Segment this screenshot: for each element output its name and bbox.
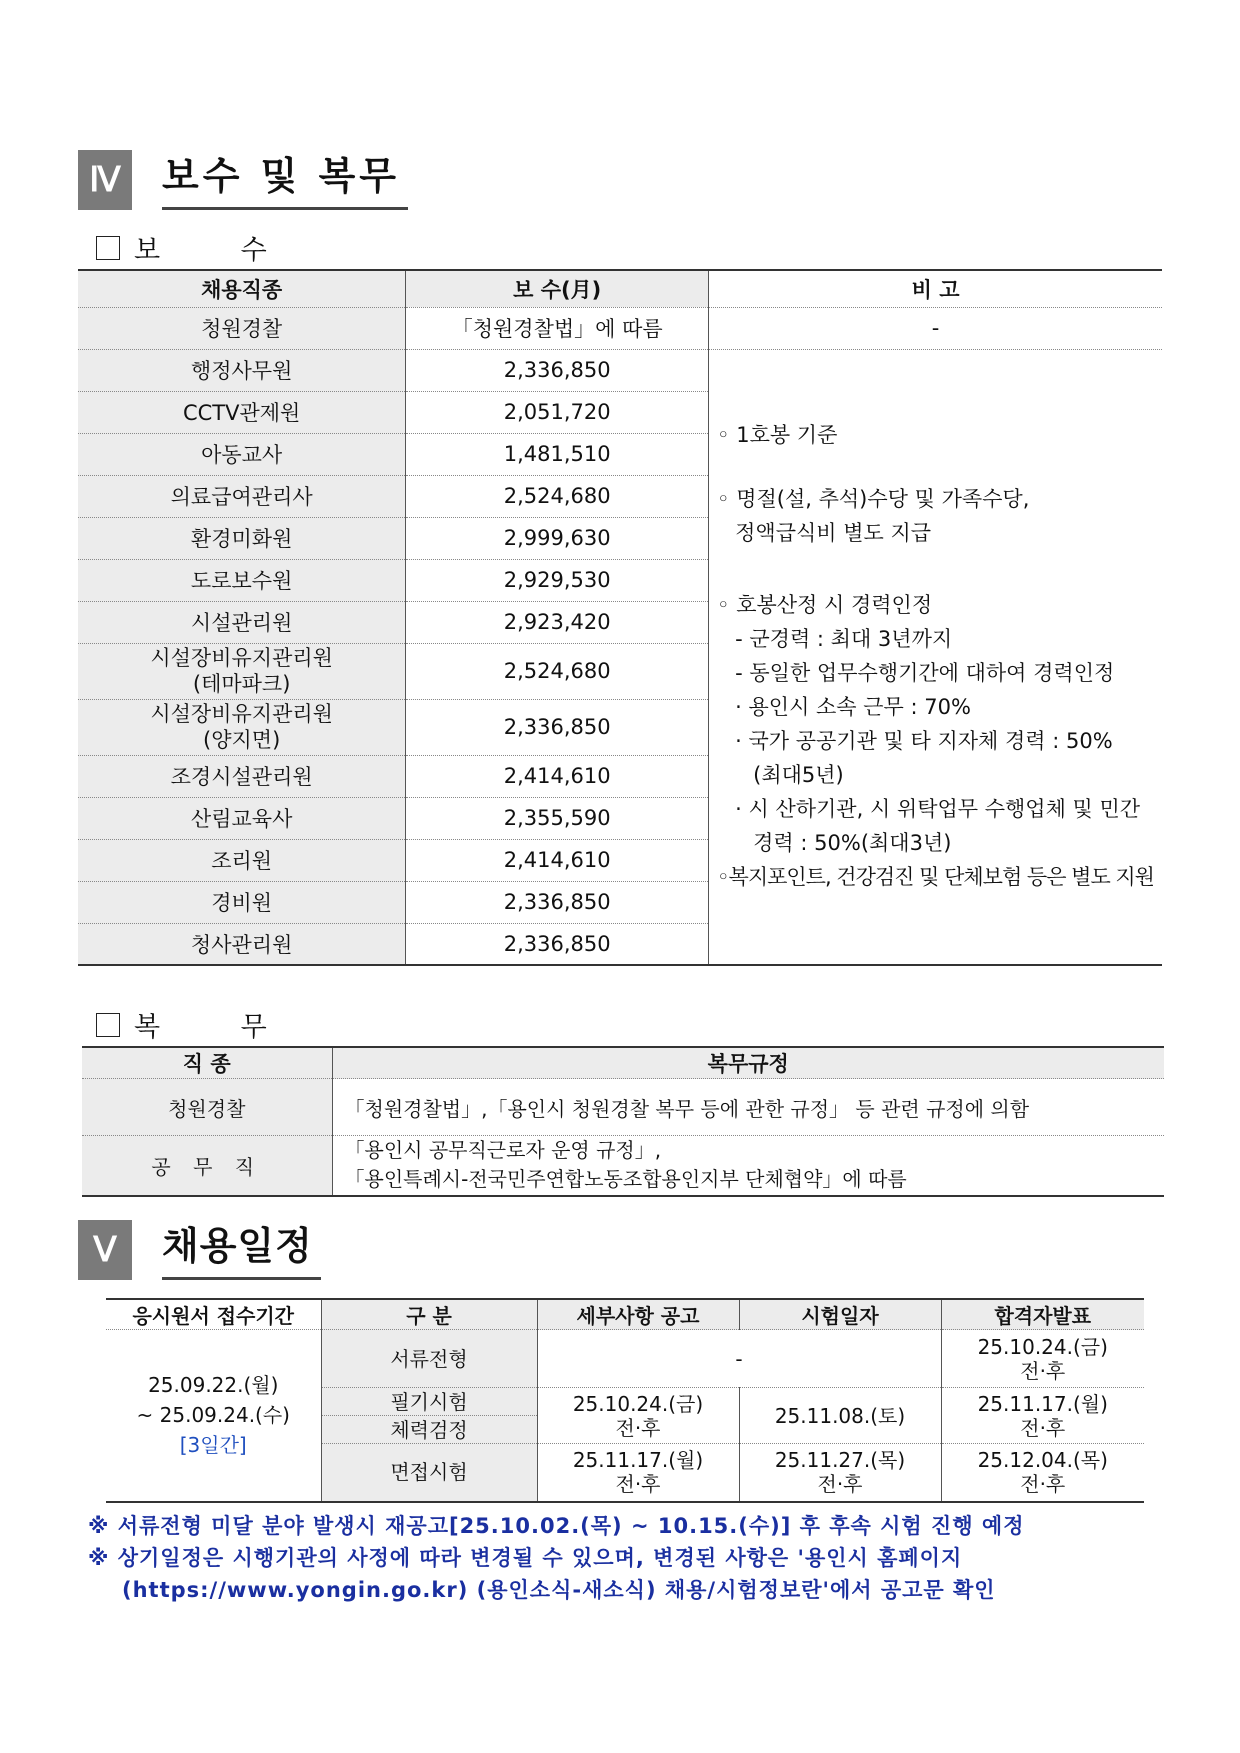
pay-notes-cell	[709, 349, 1162, 965]
schedule-header-type: 구 분	[321, 1299, 537, 1330]
pay-job-cell: 조경시설관리원	[78, 755, 406, 797]
pay-amount-cell: 2,923,420	[406, 601, 709, 643]
pay-subheading	[96, 228, 303, 267]
pay-job-cell: 시설관리원	[78, 601, 406, 643]
checkbox-square-icon	[96, 236, 120, 260]
pay-note: · 시 산하기관, 시 위탁업무 수행업체 및 민간	[735, 796, 1141, 821]
schedule-type-cell: 필기시험	[321, 1388, 537, 1416]
duty-subheading	[96, 1005, 303, 1044]
pay-job-cell	[78, 643, 406, 699]
schedule-exam-date: 25.11.27.(목)	[774, 1448, 906, 1473]
pay-amount-cell: 2,336,850	[406, 923, 709, 965]
schedule-period-cell	[106, 1330, 321, 1502]
duty-header-job: 직 종	[82, 1047, 332, 1079]
schedule-result-cell	[941, 1444, 1144, 1502]
duty-rule-cell	[332, 1136, 1164, 1196]
footnote-1: ※ 서류전형 미달 분야 발생시 재공고[25.10.02.(목) ~ 10.15.(수)] 후 후속 시험 진행 예정	[88, 1514, 1025, 1538]
section-4-title: 보수 및 복무	[162, 151, 408, 210]
schedule-exam-sub: 전·후	[817, 1472, 863, 1497]
duty-rule-line: 「용인시 공무직근로자 운영 규정」,	[344, 1138, 662, 1163]
schedule-header-result: 합격자발표	[941, 1299, 1144, 1330]
section-4-header	[78, 150, 408, 210]
pay-job-cell: CCTV관제원	[78, 391, 406, 433]
section-5-header	[78, 1220, 321, 1280]
pay-amount-cell: 1,481,510	[406, 433, 709, 475]
schedule-table	[106, 1298, 1144, 1503]
pay-job-cell	[78, 699, 406, 755]
pay-amount-cell: 2,336,850	[406, 699, 709, 755]
pay-note: 정액급식비 별도 지급	[735, 520, 932, 545]
pay-job-cell: 산림교육사	[78, 797, 406, 839]
pay-amount-cell: 2,336,850	[406, 881, 709, 923]
pay-note: (최대5년)	[753, 762, 844, 787]
period-start: 25.09.22.(월)	[148, 1373, 279, 1398]
pay-amount-cell: 2,414,610	[406, 839, 709, 881]
duty-table	[82, 1046, 1164, 1197]
pay-job-cell: 청사관리원	[78, 923, 406, 965]
schedule-notice-date: 25.10.24.(금)	[572, 1391, 704, 1416]
pay-amount-cell: 「청원경찰법」에 따름	[406, 307, 709, 349]
duty-subheading-text: 복 무	[134, 1012, 303, 1043]
pay-note: 경력 : 50%(최대3년)	[753, 830, 952, 855]
pay-job-cell: 아동교사	[78, 433, 406, 475]
pay-note-dash: -	[709, 307, 1162, 349]
pay-note: ◦ 1호봉 기준	[717, 422, 838, 447]
pay-job-cell: 조리원	[78, 839, 406, 881]
pay-note: ◦ 호봉산정 시 경력인정	[717, 592, 933, 617]
duty-rule-line: 「용인특례시-전국민주연합노동조합용인지부 단체협약」에 따름	[344, 1167, 907, 1192]
period-days: [3일간]	[179, 1433, 247, 1458]
pay-job-name: 시설장비유지관리원	[150, 702, 333, 726]
pay-amount-cell: 2,414,610	[406, 755, 709, 797]
section-5-title: 채용일정	[162, 1221, 321, 1280]
schedule-result-cell	[941, 1388, 1144, 1444]
schedule-result-sub: 전·후	[1020, 1415, 1066, 1440]
pay-amount-cell: 2,999,630	[406, 517, 709, 559]
schedule-notice-sub: 전·후	[615, 1472, 661, 1497]
pay-job-cell: 도로보수원	[78, 559, 406, 601]
pay-note: - 군경력 : 최대 3년까지	[735, 626, 953, 651]
pay-note: ◦복지포인트, 건강검진 및 단체보험 등은 별도 지원	[717, 864, 1154, 889]
pay-job-cell: 의료급여관리사	[78, 475, 406, 517]
schedule-header-notice: 세부사항 공고	[537, 1299, 739, 1330]
pay-amount-cell: 2,524,680	[406, 475, 709, 517]
schedule-result-sub: 전·후	[1020, 1472, 1066, 1497]
pay-job-cell: 청원경찰	[78, 307, 406, 349]
schedule-result-sub: 전·후	[1020, 1358, 1066, 1383]
duty-job-cell: 공 무 직	[82, 1136, 332, 1196]
footnote-2: ※ 상기일정은 시행기관의 사정에 따라 변경될 수 있으며, 변경된 사항은 '용인시 홈페이지	[88, 1546, 963, 1570]
pay-amount-cell: 2,051,720	[406, 391, 709, 433]
duty-job-cell: 청원경찰	[82, 1079, 332, 1136]
period-end: ~ 25.09.24.(수)	[136, 1403, 290, 1428]
pay-job-sub: (테마파크)	[192, 672, 291, 696]
section-5-badge: Ⅴ	[78, 1220, 132, 1280]
pay-table	[78, 269, 1162, 966]
pay-job-cell: 경비원	[78, 881, 406, 923]
schedule-result-date: 25.12.04.(목)	[977, 1448, 1108, 1473]
pay-header-pay: 보 수(月)	[406, 270, 709, 307]
pay-note: · 국가 공공기관 및 타 지자체 경력 : 50%	[735, 728, 1113, 753]
pay-amount-cell: 2,355,590	[406, 797, 709, 839]
pay-subheading-text: 보 수	[134, 235, 303, 266]
checkbox-square-icon	[96, 1013, 120, 1037]
schedule-type-cell: 면접시험	[321, 1444, 537, 1502]
schedule-notice-cell	[537, 1444, 739, 1502]
schedule-header-exam: 시험일자	[739, 1299, 941, 1330]
pay-job-sub: (양지면)	[203, 728, 281, 752]
pay-note: · 용인시 소속 근무 : 70%	[735, 694, 971, 719]
footnote-3: (https://www.yongin.go.kr) (용인소식-새소식) 채용/시험정보란'에서 공고문 확인	[122, 1578, 996, 1602]
schedule-type-cell: 서류전형	[321, 1330, 537, 1388]
schedule-type-cell: 체력검정	[321, 1416, 537, 1444]
schedule-result-cell	[941, 1330, 1144, 1388]
schedule-result-date: 25.10.24.(금)	[977, 1334, 1108, 1359]
pay-job-cell: 행정사무원	[78, 349, 406, 391]
pay-job-name: 시설장비유지관리원	[150, 646, 333, 670]
pay-note: - 동일한 업무수행기간에 대하여 경력인정	[735, 660, 1115, 685]
pay-amount-cell: 2,929,530	[406, 559, 709, 601]
schedule-exam-cell	[739, 1444, 941, 1502]
schedule-header-period: 응시원서 접수기간	[106, 1299, 321, 1330]
section-4-badge: Ⅳ	[78, 150, 132, 210]
schedule-exam-cell: 25.11.08.(토)	[739, 1388, 941, 1444]
pay-note: ◦ 명절(설, 추석)수당 및 가족수당,	[717, 486, 1030, 511]
schedule-notice-cell: -	[537, 1330, 941, 1388]
pay-job-cell: 환경미화원	[78, 517, 406, 559]
duty-rule-cell: 「청원경찰법」,「용인시 청원경찰 복무 등에 관한 규정」 등 관련 규정에 의함	[332, 1079, 1164, 1136]
pay-header-note: 비 고	[709, 270, 1162, 307]
duty-header-rule: 복무규정	[332, 1047, 1164, 1079]
schedule-notice-date: 25.11.17.(월)	[572, 1448, 704, 1473]
pay-header-job: 채용직종	[78, 270, 406, 307]
pay-amount-cell: 2,336,850	[406, 349, 709, 391]
schedule-notice-sub: 전·후	[615, 1415, 661, 1440]
schedule-result-date: 25.11.17.(월)	[977, 1391, 1108, 1416]
pay-amount-cell: 2,524,680	[406, 643, 709, 699]
schedule-notice-cell	[537, 1388, 739, 1444]
